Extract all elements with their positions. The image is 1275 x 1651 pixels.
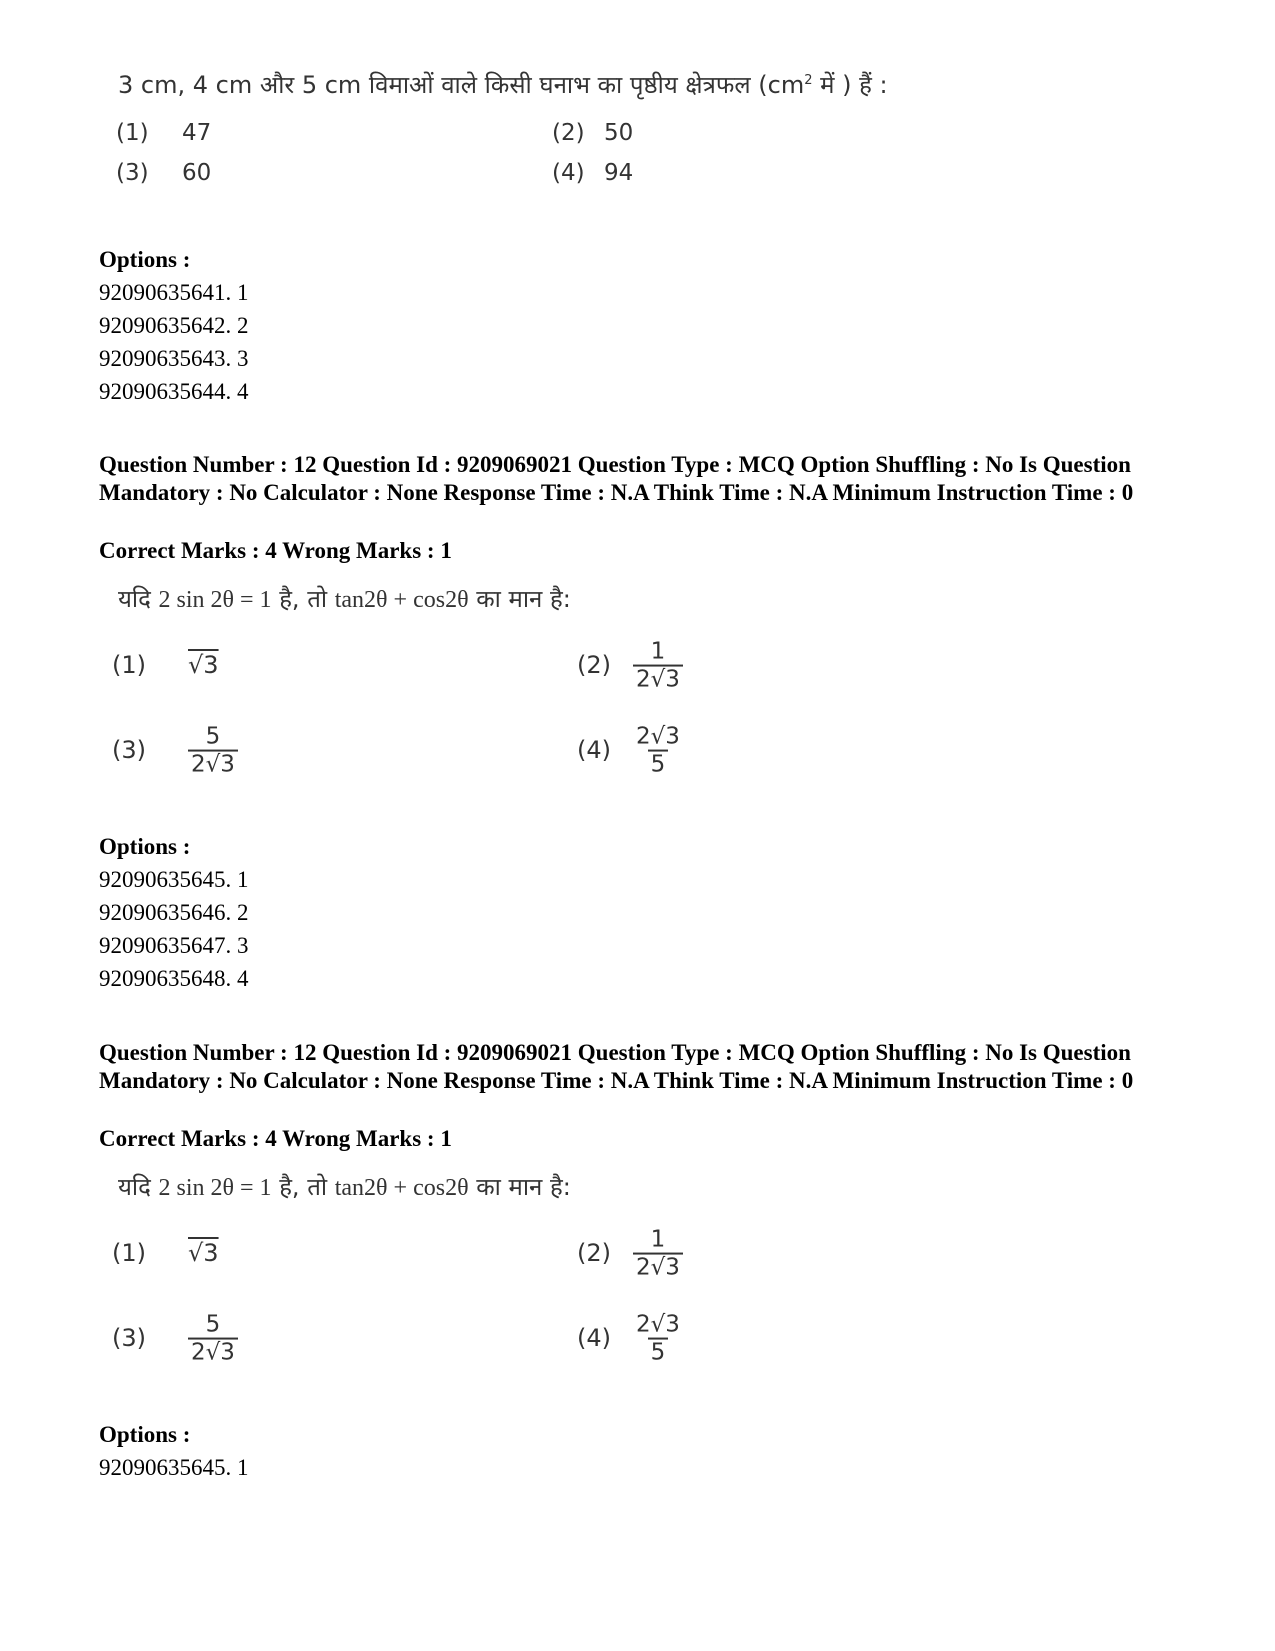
q12a-meta: Question Number : 12 Question Id : 9209069021 Question Type : MCQ Option Shuffling : No Is Question Mandatory : No Calculator : None Response Time : N.A Think Time : N.A Minimum Instruction Time : 0 <box>99 452 1134 505</box>
q11-choice-3: (3) 60 <box>116 160 212 186</box>
option-item: 92090635645. 1 <box>99 1455 249 1480</box>
q12a-choice-1: (1) √3 <box>112 651 219 679</box>
q12a-choice-4: (4) $\frac{2√3}{5}$ <box>577 723 680 778</box>
q12a-marks: Correct Marks : 4 Wrong Marks : 1 <box>99 538 452 563</box>
option-item: 92090635648. 4 <box>99 966 249 991</box>
q12a-stem: यदि 2 sin 2θ = 1 है, तो tan2θ + cos2θ का मान है: <box>118 585 571 613</box>
q12a-choice-3: (3) $\frac{5}{2√3}$ <box>112 715 412 785</box>
q12b-question-image <box>112 1170 812 1390</box>
q12b-choice-3: (3) $\frac{5}{2√3}$ <box>112 1303 412 1373</box>
options-label: Options : <box>99 834 191 859</box>
option-item: 92090635646. 2 <box>99 900 249 925</box>
option-item: 92090635647. 3 <box>99 933 249 958</box>
q12b-meta: Question Number : 12 Question Id : 9209069021 Question Type : MCQ Option Shuffling : No Is Question Mandatory : No Calculator : None Response Time : N.A Think Time : N.A Minimum Instruction Time : 0 <box>99 1040 1134 1093</box>
q12a-options <box>99 830 249 995</box>
q12b-options <box>99 1418 249 1484</box>
option-item: 92090635641. 1 <box>99 280 249 305</box>
q11-options <box>99 243 249 408</box>
q11-choice-1: (1) 47 <box>116 120 212 146</box>
q12a-choice-2: (2) $\frac{1}{2√3}$ <box>577 630 877 700</box>
q11-stem: 3 cm, 4 cm और 5 cm विमाओं वाले किसी घनाभ का पृष्ठीय क्षेत्रफल ($cm^2$ में ) हैं : <box>118 71 888 99</box>
q11-question-image <box>112 68 888 198</box>
q11-choice-4: (4) 94 <box>552 160 634 186</box>
q12b-stem: यदि 2 sin 2θ = 1 है, तो tan2θ + cos2θ का मान है: <box>118 1173 571 1201</box>
options-label: Options : <box>99 1422 191 1447</box>
option-item: 92090635644. 4 <box>99 379 249 404</box>
q12b-choice-2: (2) $\frac{1}{2√3}$ <box>577 1218 877 1288</box>
q12b-marks: Correct Marks : 4 Wrong Marks : 1 <box>99 1126 452 1151</box>
q12a-question-image <box>112 582 812 802</box>
q12b-choice-1: (1) √3 <box>112 1239 219 1267</box>
option-item: 92090635645. 1 <box>99 867 249 892</box>
q11-choice-2: (2) 50 <box>552 120 634 146</box>
option-item: 92090635642. 2 <box>99 313 249 338</box>
q12b-choice-4: (4) $\frac{2√3}{5}$ <box>577 1311 680 1366</box>
option-item: 92090635643. 3 <box>99 346 249 371</box>
options-label: Options : <box>99 247 191 272</box>
